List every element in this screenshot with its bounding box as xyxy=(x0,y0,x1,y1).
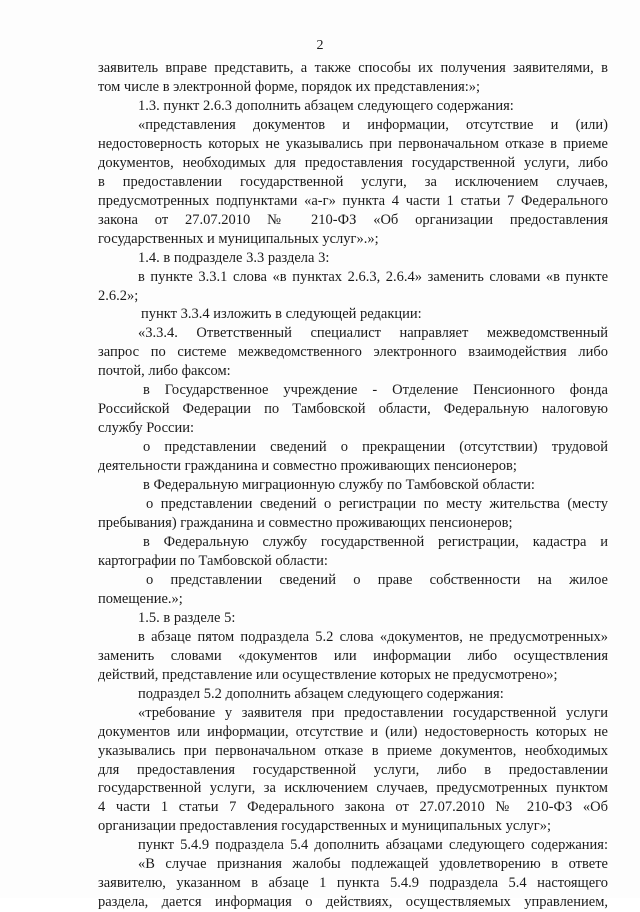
text-line: о представлении сведений о регистрации по месту жительства (месту xyxy=(146,496,608,513)
text-line: в пункте 3.3.1 слова «в пунктах 2.6.3, 2.6.4» заменить словами «в пункте xyxy=(138,268,608,285)
text-line: раздела, дается информация о действиях, осуществляемых управлением, xyxy=(98,894,608,911)
text-line: в предоставлении государственной услуги, за исключением случаев, xyxy=(98,173,608,190)
text-line: пребывания) гражданина и совместно проживающих пенсионеров; xyxy=(98,515,513,532)
text-line: недостоверность которых не указывались при первоначальном отказе в приеме xyxy=(98,135,608,152)
text-line: 1.5. в разделе 5: xyxy=(138,609,236,626)
text-line: 2.6.2»; xyxy=(98,287,139,304)
text-line: предусмотренных подпунктами «а-г» пункта 4 части 1 статьи 7 Федерального xyxy=(98,192,608,209)
text-line: «представления документов и информации, отсутствие и (или) xyxy=(138,116,608,133)
text-line: действий, представление или осуществление которых не предусмотрено»; xyxy=(98,666,558,683)
text-line: почтой, либо факсом: xyxy=(98,363,231,380)
text-line: организации предоставления государственных и муниципальных услуг»; xyxy=(98,818,551,835)
text-line: для предоставления государственной услуги, либо в предоставлении xyxy=(98,761,608,778)
page-number: 2 xyxy=(316,38,324,53)
text-line: заменить словами «документов или информации либо осуществления xyxy=(98,647,608,664)
text-line: заявитель вправе представить, а также способы их получения заявителями, в xyxy=(98,60,608,76)
text-line: государственной услуги, за исключением случаев, предусмотренных пунктом xyxy=(98,780,608,797)
text-line: «требование у заявителя при предоставлении государственной услуги xyxy=(138,704,608,721)
text-line: помещение.»; xyxy=(98,590,183,607)
text-line: в Государственное учреждение - Отделение Пенсионного фонда xyxy=(143,382,608,399)
text-line: о представлении сведений о праве собственности на жилое xyxy=(146,571,608,588)
text-line: документов, необходимых для предоставления государственной услуги, либо xyxy=(98,154,608,171)
text-line: Российской Федерации по Тамбовской области, Федеральную налоговую xyxy=(98,401,608,418)
text-line: указывались при первоначальном отказе в приеме документов, необходимых xyxy=(98,742,608,759)
text-line: запрос по системе межведомственного электронного взаимодействия либо xyxy=(98,344,608,361)
text-line: 1.3. пункт 2.6.3 дополнить абзацем следующего содержания: xyxy=(138,97,514,114)
text-line: в абзаце пятом подраздела 5.2 слова «документов, не предусмотренных» xyxy=(138,628,608,645)
text-line: документов или информации, отсутствие и (или) недостоверность которых не xyxy=(98,723,608,740)
text-line: в Федеральную миграционную службу по Тамбовской области: xyxy=(143,477,535,494)
text-line: «В случае признания жалобы подлежащей удовлетворению в ответе xyxy=(138,856,608,873)
text-line: деятельности гражданина и совместно проживающих пенсионеров; xyxy=(98,458,517,475)
text-line: 1.4. в подразделе 3.3 раздела 3: xyxy=(138,249,330,266)
text-line: государственных и муниципальных услуг».»; xyxy=(98,230,379,247)
text-line: «3.3.4. Ответственный специалист направляет межведомственный xyxy=(138,325,608,342)
text-line: пункт 5.4.9 подраздела 5.4 дополнить абзацами следующего содержания: xyxy=(138,837,608,854)
text-line: в Федеральную службу государственной регистрации, кадастра и xyxy=(143,534,608,550)
text-line: пункт 3.3.4 изложить в следующей редакции: xyxy=(141,306,422,323)
text-line: службу России: xyxy=(98,420,194,437)
text-line: заявителю, указанном в абзаце 1 пункта 5.4.9 подраздела 5.4 настоящего xyxy=(98,875,608,892)
text-line: 4 части 1 статьи 7 Федерального закона от 27.07.2010 № 210-ФЗ «Об xyxy=(98,799,608,816)
text-line: закона от 27.07.2010 № 210-ФЗ «Об организации предоставления xyxy=(98,211,608,228)
text-line: о представлении сведений о прекращении (отсутствии) трудовой xyxy=(143,439,608,456)
text-line: подраздел 5.2 дополнить абзацем следующего содержания: xyxy=(138,685,504,702)
text-line: картографии по Тамбовской области: xyxy=(98,552,328,569)
text-line: том числе в электронной форме, порядок их представления:»; xyxy=(98,78,481,95)
